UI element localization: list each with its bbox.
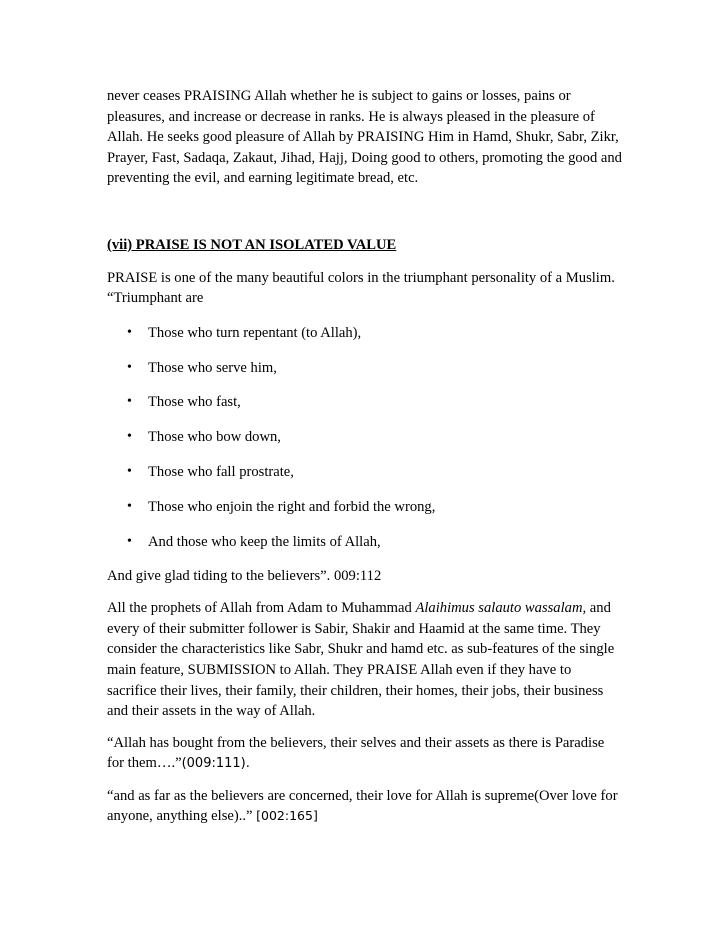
list-item-text: Those who bow down, [148, 429, 281, 446]
section-heading: (vii) PRAISE IS NOT AN ISOLATED VALUE [107, 236, 397, 253]
list-item-text: And those who keep the limits of Allah, [148, 533, 381, 550]
bullet-icon: • [127, 498, 132, 514]
list-item-text: Those who enjoin the right and forbid the wrong, [148, 498, 436, 515]
prophets-italic-phrase: Alaihimus salauto wassalam, [415, 600, 587, 617]
list-item [107, 532, 622, 558]
quote-reference: (009:111). [181, 756, 250, 772]
list-item-text: Those who turn repentant (to Allah), [148, 324, 362, 341]
list-item-text: Those who fast, [148, 394, 241, 411]
list-item [107, 497, 622, 532]
prophets-text-start: All the prophets of Allah from Adam to Muhammad [107, 600, 416, 617]
quote-paragraph-2 [107, 786, 622, 827]
triumphant-list [107, 323, 622, 558]
list-item [107, 462, 622, 497]
list-item-text: Those who fall prostrate, [148, 463, 294, 480]
bullet-icon: • [127, 324, 132, 340]
list-item [107, 323, 622, 358]
quote-text: “and as far as the believers are concerned, their love for Allah is supreme(Over love for anyone, anything else)..” [107, 787, 618, 825]
section-lead-paragraph: PRAISE is one of the many beautiful colors in the triumphant personality of a Muslim. “Triumphant are [107, 269, 615, 307]
bullet-icon: • [127, 394, 132, 410]
document-page [107, 86, 622, 837]
quote-reference: [002:165] [256, 808, 318, 824]
list-item [107, 358, 622, 393]
closing-line: And give glad tiding to the believers”. 009:112 [107, 567, 382, 584]
bullet-icon: • [127, 463, 132, 479]
list-item [107, 392, 622, 427]
bullet-icon: • [127, 429, 132, 445]
prophets-text-end: and every of their submitter follower is Sabir, Shakir and Haamid at the same time. They consider the characteristics like Sabr, Shukr and hamd etc. as sub-features of the single main feature, SUBMISSION to Allah. They PRAISE Allah even if they have to sacrifice their lives, their family, their children, their homes, their jobs, their business and their assets in the way of Allah. [107, 600, 615, 720]
bullet-icon: • [127, 533, 132, 549]
quote-text: “Allah has bought from the believers, their selves and their assets as there is Paradise for them….” [107, 734, 605, 772]
list-item-text: Those who serve him, [148, 359, 277, 376]
list-item [107, 427, 622, 462]
bullet-icon: • [127, 359, 132, 375]
intro-paragraph: never ceases PRAISING Allah whether he is subject to gains or losses, pains or pleasures, and increase or decrease in ranks. He is always pleased in the pleasure of Allah. He seeks good pleasure of Allah by PRAISING Him in Hamd, Shukr, Sabr, Zikr, Prayer, Fast, Sadaqa, Zakaut, Jihad, Hajj, Doing good to others, promoting the good and preventing the evil, and earning legitimate bread, etc. [107, 88, 622, 187]
quote-paragraph-1 [107, 733, 622, 775]
prophets-paragraph [107, 598, 622, 722]
